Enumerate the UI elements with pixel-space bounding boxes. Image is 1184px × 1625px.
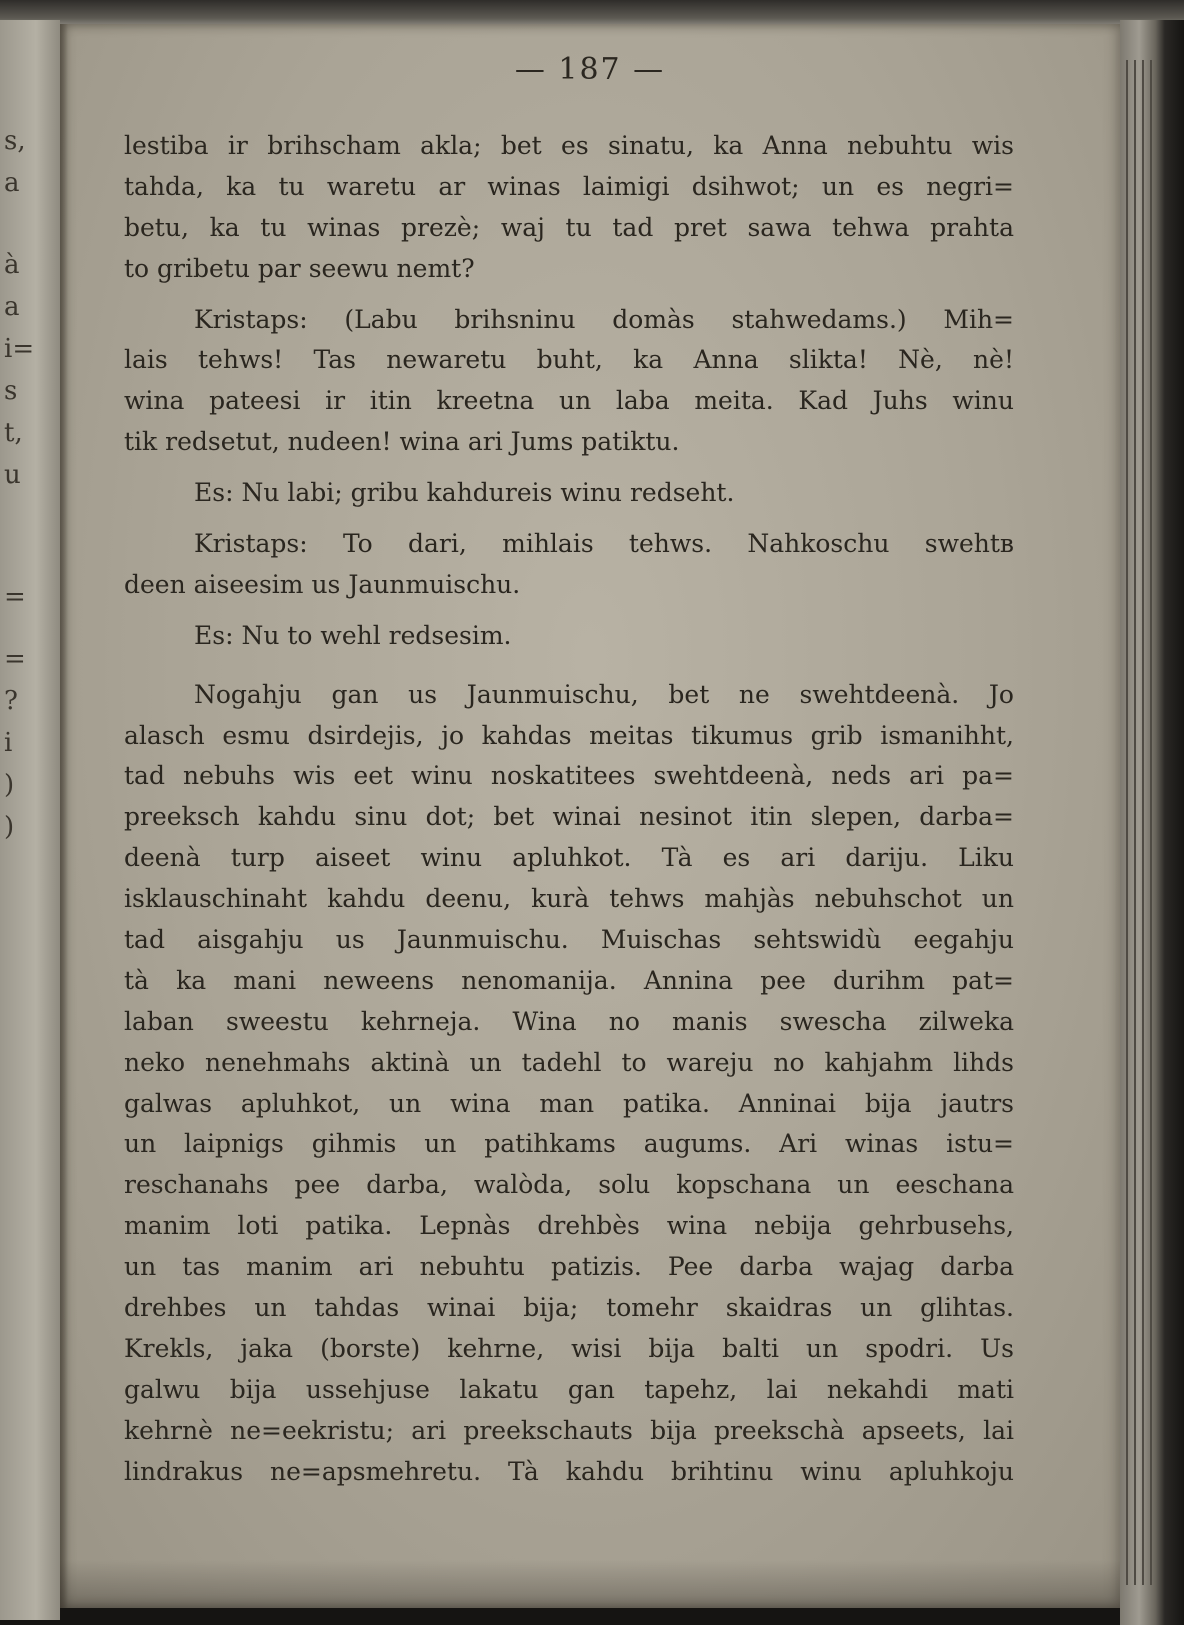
paragraph-start-line: Nogahju gan us Jaunmuischu, bet ne swehtdeenà. Jo	[194, 679, 1014, 709]
dialogue-line: Kristaps: To dari, mihlais tehws. Nahkoschu swehtв	[194, 529, 1014, 559]
text-line: laban sweestu kehrneja. Wina no manis swescha zilweka	[124, 1006, 1014, 1036]
text-line: lindrakus ne=apsmehretu. Tà kahdu brihtinu winu apluhkoju	[124, 1456, 1014, 1486]
text-line: deen aiseesim us Jaunmuischu.	[124, 569, 521, 599]
left-fragment: a	[4, 168, 20, 198]
left-page-edge	[0, 20, 60, 1620]
right-page-edges	[1120, 20, 1184, 1625]
left-fragment: )	[4, 812, 15, 842]
page-edge-line	[1126, 60, 1128, 1585]
text-line: lestiba ir brihscham akla; bet es sinatu, ka Anna nebuhtu wis	[124, 131, 1014, 160]
book-top-edge	[0, 0, 1184, 26]
text-line: drehbes un tahdas winai bija; tomehr skaidras un glihtas.	[124, 1293, 1014, 1323]
left-fragment: s,	[4, 126, 26, 156]
left-fragment: ?	[4, 686, 18, 716]
left-fragment: i	[4, 728, 13, 758]
page-edge-line	[1142, 60, 1144, 1585]
page-edge-line	[1134, 60, 1136, 1585]
page-gutter-shadow	[60, 24, 68, 1608]
left-fragment: i=	[4, 334, 35, 364]
text-line: manim loti patika. Lepnàs drehbès wina nebija gehrbusehs,	[124, 1211, 1014, 1241]
page-bottom-shadow	[60, 1560, 1120, 1608]
text-line: tad nebuhs wis eet winu noskatitees swehtdeenà, neds ari pa=	[124, 761, 1014, 791]
dialogue-line: Es: Nu labi; gribu kahdureis winu redseht.	[194, 478, 735, 508]
text-line: tik redsetut, nudeen! wina ari Jums patiktu.	[124, 427, 680, 457]
text-line: isklauschinaht kahdu deenu, kurà tehws mahjàs nebuhschot un	[124, 884, 1014, 914]
left-fragment: )	[4, 770, 15, 800]
text-line: tahda, ka tu waretu ar winas laimigi dsihwot; un es negri=	[124, 171, 1014, 201]
text-line: betu, ka tu winas prezè; waj tu tad pret sawa tehwa prahta	[124, 212, 1014, 242]
text-line: lais tehws! Tas newaretu buht, ka Anna slikta! Nè, nè!	[124, 345, 1014, 375]
left-fragment: à	[4, 250, 20, 280]
dialogue-line: Kristaps: (Labu brihsninu domàs stahwedams.) Mih=	[194, 304, 1014, 334]
left-page-fragments	[4, 120, 40, 848]
text-line: alasch esmu dsirdejis, jo kahdas meitas tikumus grib ismanihht,	[124, 720, 1014, 750]
text-line: un laipnigs gihmis un patihkams augums. Ari winas istu=	[124, 1129, 1014, 1159]
left-fragment: =	[4, 644, 26, 674]
text-line: galwu bija ussehjuse lakatu gan tapehz, lai nekahdi mati	[124, 1374, 1014, 1404]
page-body-text	[124, 126, 1014, 1493]
text-line: un tas manim ari nebuhtu patizis. Pee darba wajag darba	[124, 1252, 1014, 1282]
text-line: Krekls, jaka (borste) kehrne, wisi bija balti un spodri. Us	[124, 1333, 1014, 1363]
page-edge-line	[1150, 60, 1152, 1585]
text-line: tà ka mani neweens nenomanija. Annina pee durihm pat=	[124, 965, 1014, 995]
left-fragment: t,	[4, 418, 23, 448]
text-line: galwas apluhkot, un wina man patika. Anninai bija jautrs	[124, 1088, 1014, 1118]
page-number: — 187 —	[514, 52, 666, 87]
left-fragment: =	[4, 582, 26, 612]
left-fragment: s	[4, 376, 18, 406]
left-fragment: u	[4, 460, 21, 490]
text-line: wina pateesi ir itin kreetna un laba meita. Kad Juhs winu	[124, 386, 1014, 416]
text-line: to gribetu par seewu nemt?	[124, 253, 475, 283]
text-line: deenà turp aiseet winu apluhkot. Tà es ari dariju. Liku	[124, 843, 1014, 873]
text-line: tad aisgahju us Jaunmuischu. Muischas sehtswidù eegahju	[124, 925, 1014, 955]
left-fragment: a	[4, 292, 20, 322]
text-line: kehrnè ne=eekristu; ari preekschauts bija preekschà apseets, lai	[124, 1415, 1014, 1445]
text-line: reschanahs pee darba, walòda, solu kopschana un eeschana	[124, 1170, 1014, 1200]
text-line: neko nenehmahs aktinà un tadehl to wareju no kahjahm lihds	[124, 1047, 1014, 1077]
text-line: preeksch kahdu sinu dot; bet winai nesinot itin slepen, darba=	[124, 802, 1014, 832]
dialogue-line: Es: Nu to wehl redsesim.	[194, 620, 512, 650]
